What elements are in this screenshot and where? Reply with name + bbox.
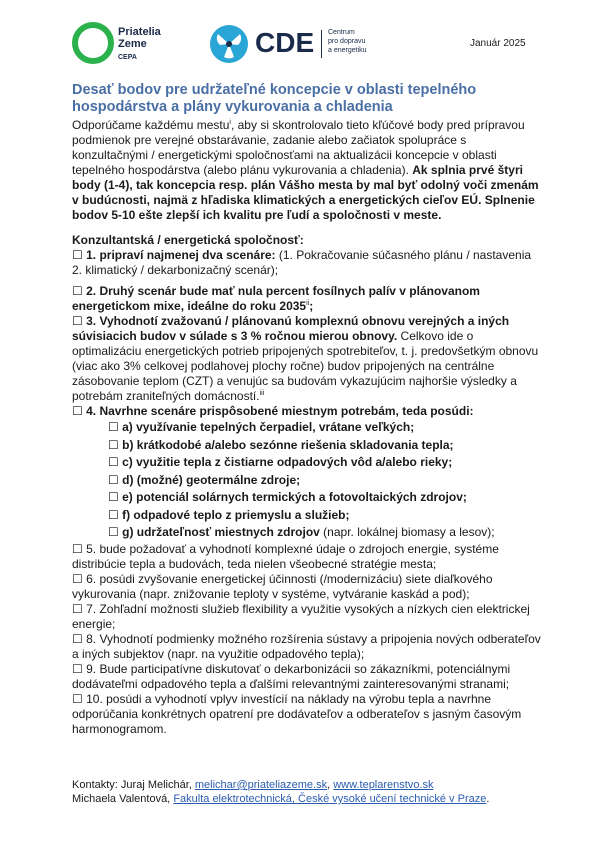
- section-heading: Konzultantská / energetická spoločnosť:: [72, 233, 304, 247]
- checkbox-icon[interactable]: ☐: [108, 525, 119, 539]
- intro-bold: Ak splnia prvé štyri body (1-4), tak koncepcia resp. plán Vášho mesta by mal byť odolný voči zmenám v budúcnosti, najmä z hľadiska klimatických a energetických cieľov EÚ. Splnenie bodov 5-10 ešte zlepší ich kvalitu pre ľudí a spoločnosti v meste.: [72, 163, 539, 222]
- pz-logo-line3: CEPA: [118, 54, 137, 61]
- sub-item-g: ☐ g) udržateľnosť miestnych zdrojov (napr. lokálnej biomasy a lesov);: [108, 525, 495, 539]
- cde-fan-icon: [209, 24, 249, 64]
- pz-logo-line1: Priatelia: [118, 26, 161, 38]
- contacts-footer: [72, 778, 552, 806]
- checklist-item-7: ☐ 7. Zohľadní možnosti služieb flexibility a využitie vysokých a nízkych cien elektrickej energie;: [72, 601, 530, 631]
- checkbox-icon[interactable]: ☐: [72, 248, 83, 262]
- footnote-ref-1[interactable]: i: [229, 119, 231, 126]
- footnote-ref-2[interactable]: ii: [306, 300, 310, 307]
- sub-item-c: ☐ c) využitie tepla z čistiarne odpadových vôd a/alebo rieky;: [108, 455, 453, 469]
- checklist-item-4: ☐ 4. Navrhne scenáre prispôsobené miestnym potrebám, teda posúdi:: [72, 404, 474, 418]
- checkbox-icon[interactable]: ☐: [108, 455, 119, 469]
- cde-logo: [209, 24, 369, 68]
- checklist-item-1: ☐ 1. pripraví najmenej dva scenáre: (1. Pokračovanie súčasného plánu / nastavenia 2. klimatický / dekarbonizačný scenár);: [72, 248, 532, 277]
- checkbox-icon[interactable]: ☐: [72, 571, 83, 586]
- checkbox-icon[interactable]: ☐: [108, 507, 119, 522]
- checklist-item-2: ☐ 2. Druhý scenár bude mať nula percent fosílnych palív v plánovanom energetickom mixe, ideálne do roku 2035$^{ii}$;: [72, 284, 480, 313]
- intro-text-2: , aby si skontrolovalo tieto kľúčové body pred prípravou podmienok pre verejné obstarávanie, zadanie alebo začiatok spolupráce s konzultačnými / energetickými spoločnosťami na aktualizácii koncepcie v oblasti tepelného hospodárstva (alebo plánu vykurovania a chladenia).: [72, 118, 525, 177]
- checkbox-icon[interactable]: ☐: [72, 601, 83, 616]
- document-date: Január 2025: [470, 38, 526, 49]
- checkbox-icon[interactable]: ☐: [72, 284, 83, 298]
- sub-item-e: ☐ e) potenciál solárnych termických a fotovoltaických zdrojov;: [108, 490, 467, 504]
- checkbox-icon[interactable]: ☐: [108, 472, 119, 487]
- checkbox-icon[interactable]: ☐: [72, 404, 83, 418]
- checkbox-icon[interactable]: ☐: [108, 437, 119, 452]
- sub-item-d: ☐ d) (možné) geotermálne zdroje;: [108, 472, 301, 487]
- checkbox-icon[interactable]: ☐: [108, 490, 119, 504]
- footnote-ref-3[interactable]: iii: [259, 390, 265, 397]
- cde-logo-sub3: a energetiku: [328, 47, 367, 54]
- cde-logo-sub2: pro dopravu: [328, 38, 366, 45]
- cde-logo-divider: [321, 30, 322, 58]
- faculty-link[interactable]: Fakulta elektrotechnická, České vysoké učení technické v Praze: [173, 793, 487, 805]
- checklist-item-3: ☐ 3. Vyhodnotí zvažovanú / plánovanú komplexnú obnovu verejných a iných súvisiacich budov v súlade s 3 % ročnou mierou obnovy. Celkovo ide o optimalizáciu energetických potrieb pripojených spotrebiteľov, t. j. predovšetkým obnovu (viac ako 3% celkovej podlahovej plochy ročne) budov pripojených na centrálne zásobovanie teplom (CZT) a venujúc sa budovám vykazujúcim najhoršie výsledky a potrebám zraniteľných domácností.$^{iii}$: [72, 314, 539, 403]
- checkbox-icon[interactable]: ☐: [72, 541, 83, 556]
- cde-logo-word: CDE: [255, 27, 315, 58]
- contacts-line-1: Kontakty: Juraj Melichár, melichar@priateliazeme.sk, www.teplarenstvo.sk: [72, 779, 434, 791]
- contacts-line-2: Michaela Valentová, Fakulta elektrotechnická, České vysoké učení technické v Praze.: [72, 793, 490, 805]
- checklist-item-5: ☐ 5. bude požadovať a vyhodnotí komplexné údaje o zdrojoch energie, systéme distribúcie tepla a budovách, teda nielen všeobecné stratégie mesta;: [72, 541, 499, 571]
- priatelia-zeme-logo: [72, 22, 202, 66]
- checklist: [72, 248, 544, 737]
- checkbox-icon[interactable]: ☐: [72, 691, 83, 706]
- checklist-item-8: ☐ 8. Vyhodnotí podmienky možného rozšírenia sústavy a pripojenia nových odberateľov a iných subjektov (napr. na využitie odpadového tepla);: [72, 631, 541, 661]
- pz-logo-line2: Zeme: [118, 38, 147, 50]
- cde-logo-sub1: Centrum: [328, 29, 355, 36]
- priatelia-zeme-ring-icon: [72, 22, 114, 64]
- intro-text-1: Odporúčame každému mestu: [72, 118, 230, 132]
- sub-item-f: ☐ f) odpadové teplo z priemyslu a služieb;: [108, 507, 350, 522]
- checklist-item-9: ☐ 9. Bude participatívne diskutovať o dekarbonizácii so zákazníkmi, potenciálnymi dodávateľmi odpadového tepla a ďalšími relevantnými zainteresovanými stranami;: [72, 661, 511, 691]
- document-title: Desať bodov pre udržateľné koncepcie v oblasti tepelného hospodárstva a plány vykurovania a chladenia: [72, 82, 477, 115]
- checkbox-icon[interactable]: ☐: [72, 661, 83, 676]
- checklist-sublist: [72, 419, 544, 542]
- checklist-item-6: ☐ 6. posúdi zvyšovanie energetickej účinnosti (/modernizáciu) siete diaľkového vykurovania (napr. znižovanie teploty v systéme, vytváranie kaskád a pod);: [72, 571, 493, 601]
- intro-paragraph: [72, 118, 542, 223]
- checkbox-icon[interactable]: ☐: [108, 420, 119, 434]
- sub-item-a: ☐ a) využívanie tepelných čerpadiel, vrátane veľkých;: [108, 420, 415, 434]
- checkbox-icon[interactable]: ☐: [72, 314, 83, 328]
- checkbox-icon[interactable]: ☐: [72, 631, 83, 646]
- website-link[interactable]: www.teplarenstvo.sk: [333, 779, 434, 791]
- email-link[interactable]: melichar@priateliazeme.sk: [194, 779, 328, 791]
- checklist-item-10: ☐ 10. posúdi a vyhodnotí vplyv investícií na náklady na výrobu tepla a navrhne odporúčania konkrétnych opatrení pre dodávateľov a odberateľov s jasným časovým harmonogramom.: [72, 691, 522, 736]
- sub-item-b: ☐ b) krátkodobé a/alebo sezónne riešenia skladovania tepla;: [108, 437, 454, 452]
- page-header: [0, 0, 600, 80]
